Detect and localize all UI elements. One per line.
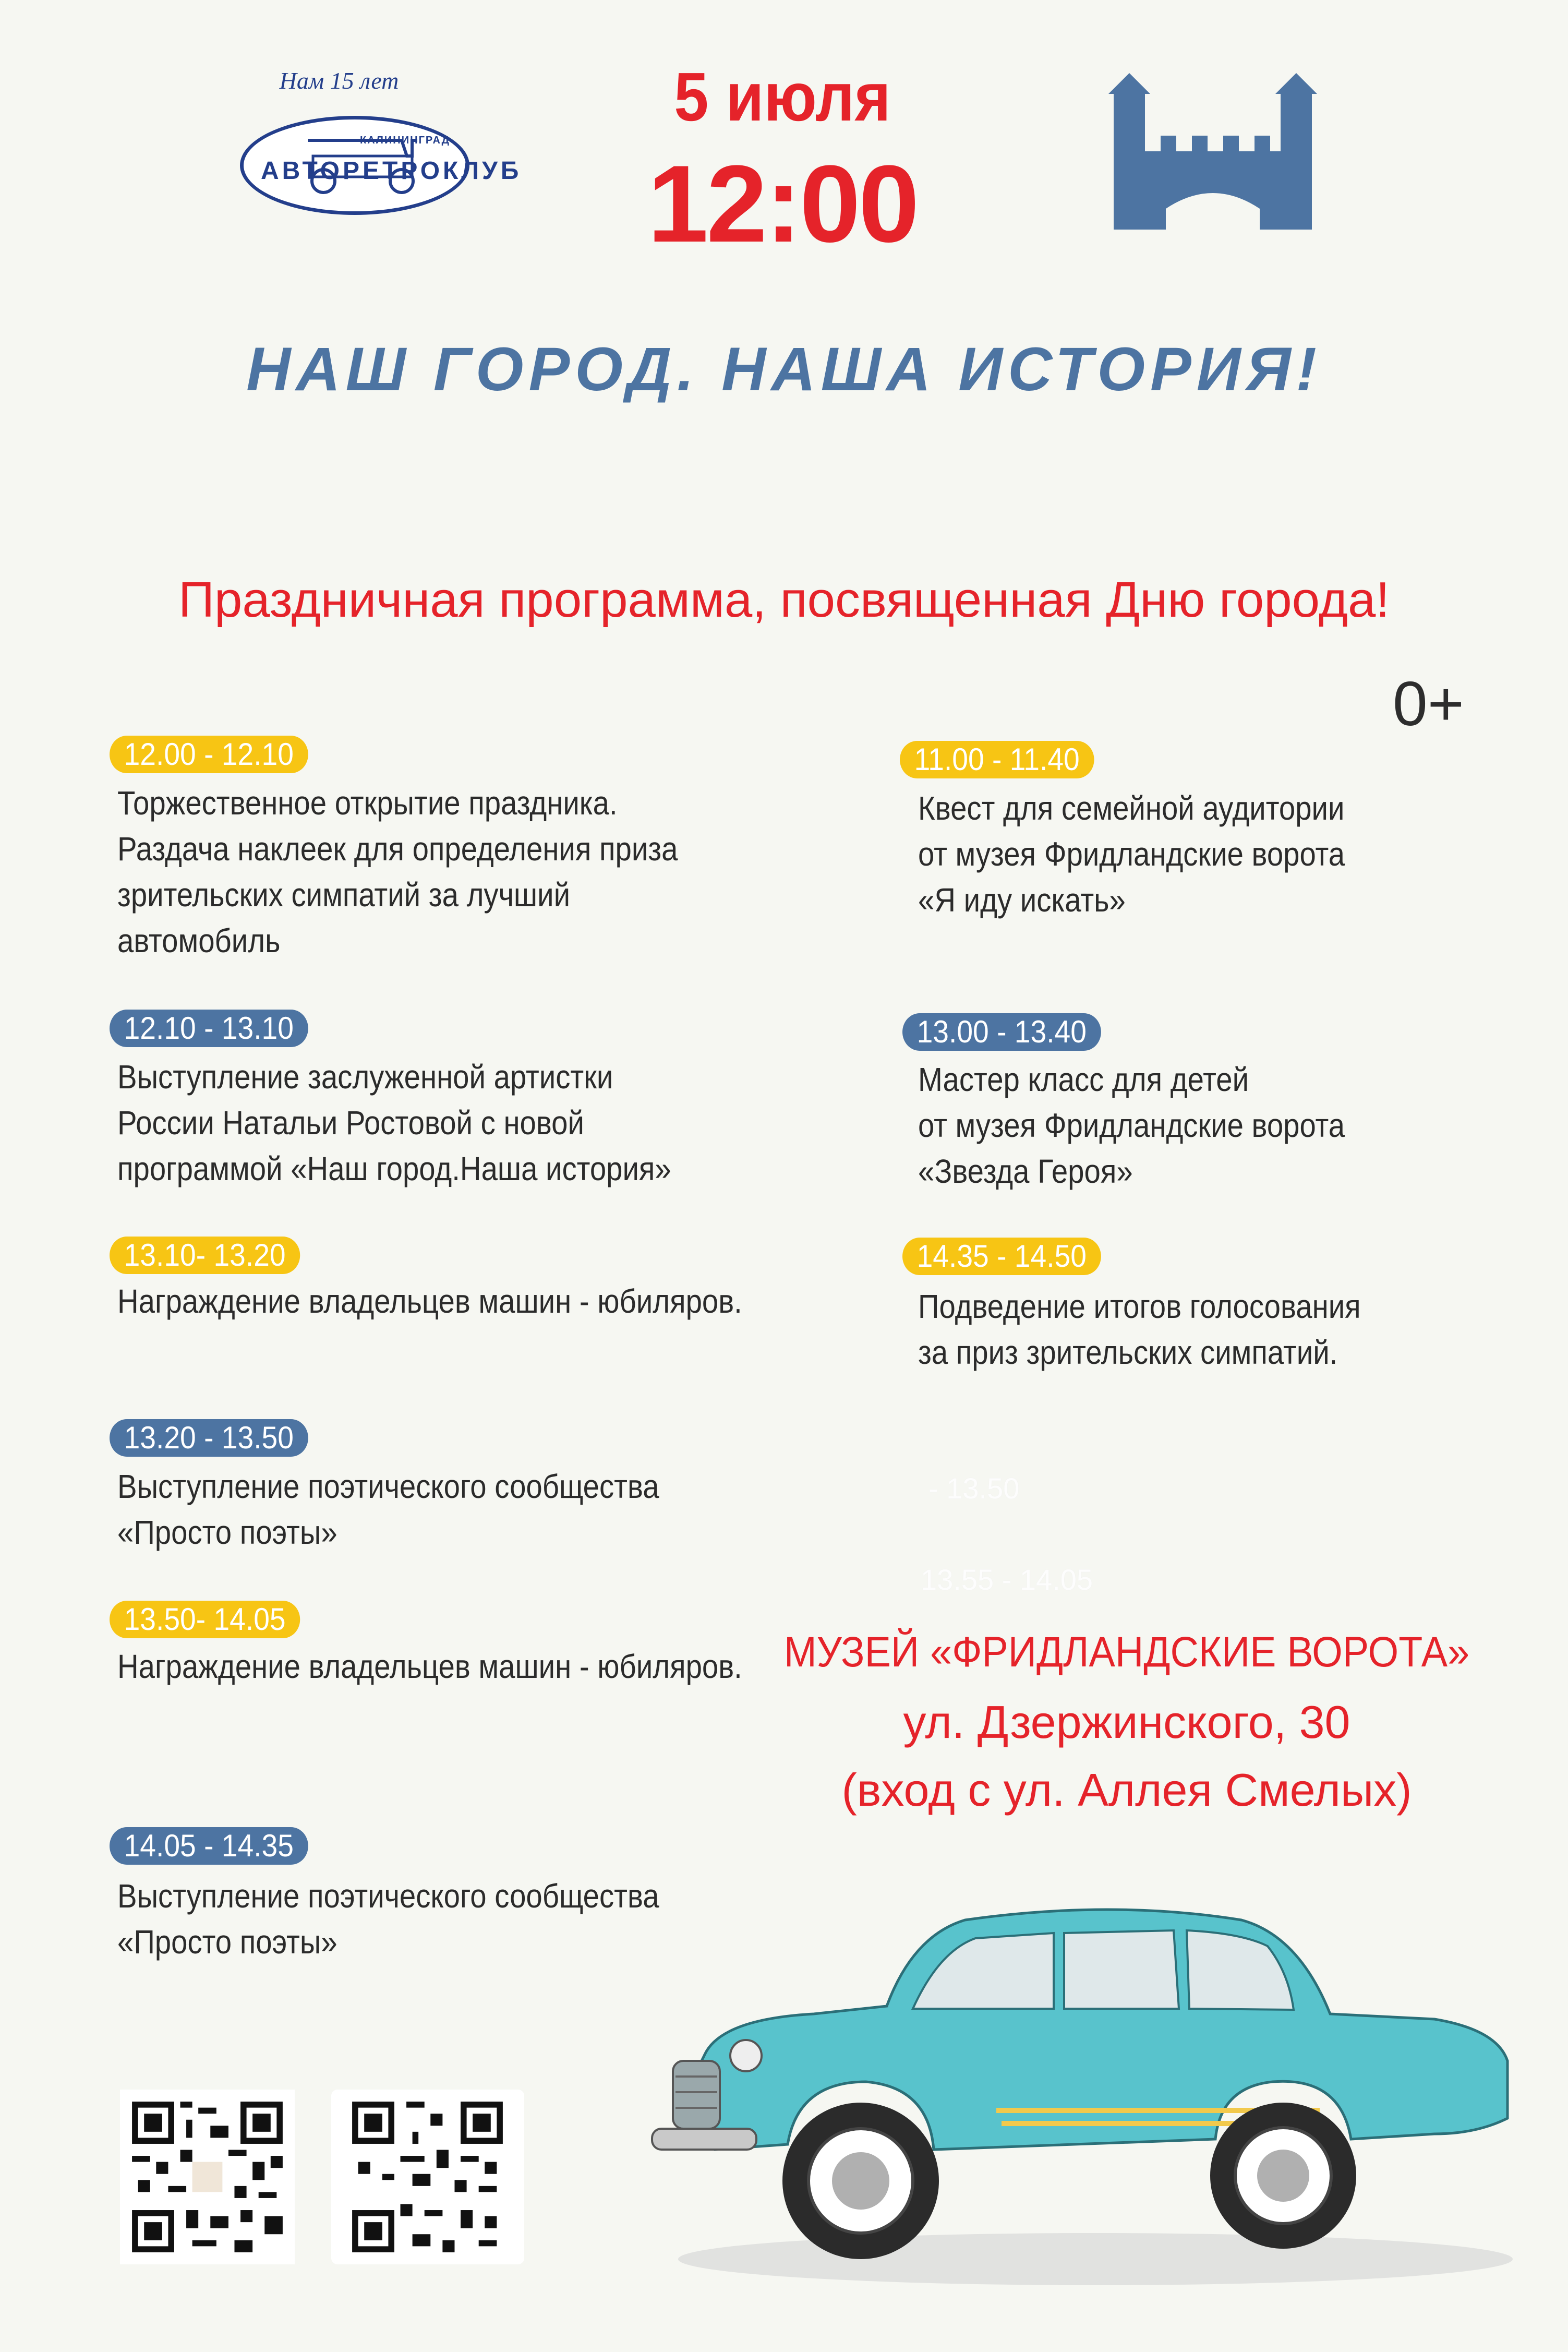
- schedule-time-badge: 13.00 - 13.40: [902, 1013, 1101, 1051]
- schedule-item-desc: Квест для семейной аудитории от музея Фридландские ворота «Я иду искать»: [918, 789, 1345, 919]
- schedule-item-desc: Подведение итогов голосования за приз зрительских симпатий.: [918, 1288, 1361, 1371]
- schedule-item-desc: Награждение владельцев машин - юбиляров.: [117, 1648, 742, 1685]
- schedule-time-badge: 12.10 - 13.10: [110, 1010, 308, 1047]
- faded-time-text: - 13.50: [928, 1472, 1020, 1505]
- schedule-time-badge: 13.50- 14.05: [110, 1601, 300, 1638]
- event-date: 5 июля: [674, 58, 891, 135]
- schedule-item-desc: Награждение владельцев машин - юбиляров.: [117, 1282, 742, 1320]
- age-rating: 0+: [1393, 669, 1464, 739]
- schedule-time-badge: 11.00 - 11.40: [900, 741, 1094, 778]
- car-illustration: [642, 1889, 1528, 2296]
- logo-anniversary-text: Нам 15 лет: [279, 67, 399, 94]
- qr-code-icon: [120, 2090, 295, 2264]
- schedule-item-desc: Выступление заслуженной артистки России Натальи Ростовой с новой программой «Наш город.Наша история»: [117, 1058, 671, 1187]
- qr-code-icon: [340, 2090, 515, 2264]
- schedule-time-badge: 14.05 - 14.35: [110, 1827, 308, 1865]
- schedule-item-desc: Торжественное открытие праздника. Раздача наклеек для определения приза зрительских симпатий за лучший автомобиль: [117, 784, 678, 959]
- event-time: 12:00: [647, 142, 918, 265]
- qr-code-card[interactable]: [120, 2090, 295, 2264]
- schedule-time-badge: 12.00 - 12.10: [110, 736, 308, 773]
- event-tagline: НАШ ГОРОД. НАША ИСТОРИЯ!: [246, 335, 1322, 404]
- faded-time-text: 13.55 - 14.05: [921, 1563, 1093, 1596]
- schedule-time-badge: 13.20 - 13.50: [110, 1419, 308, 1457]
- schedule-item-desc: Мастер класс для детей от музея Фридландские ворота «Звезда Героя»: [918, 1061, 1345, 1190]
- schedule-time-badge: 13.10- 13.20: [110, 1237, 300, 1274]
- qr-code-card[interactable]: [331, 2090, 524, 2264]
- schedule-item-desc: Выступление поэтического сообщества «Просто поэты»: [117, 1468, 659, 1551]
- logo-city: КАЛИНИНГРАД: [360, 135, 450, 146]
- schedule-time-badge: 14.35 - 14.50: [902, 1238, 1101, 1275]
- retro-car-icon: [642, 1889, 1528, 2296]
- schedule-item-desc: Выступление поэтического сообщества «Просто поэты»: [117, 1877, 659, 1961]
- logo-name: АВТОРЕТРОКЛУБ: [261, 157, 522, 185]
- program-subtitle: Праздничная программа, посвященная Дню города!: [178, 572, 1390, 628]
- city-gate-icon: [1108, 73, 1317, 230]
- venue-entry: (вход с ул. Аллея Смелых): [841, 1764, 1412, 1816]
- venue-name: МУЗЕЙ «ФРИДЛАНДСКИЕ ВОРОТА»: [783, 1628, 1470, 1676]
- venue-street: ул. Дзержинского, 30: [903, 1696, 1350, 1748]
